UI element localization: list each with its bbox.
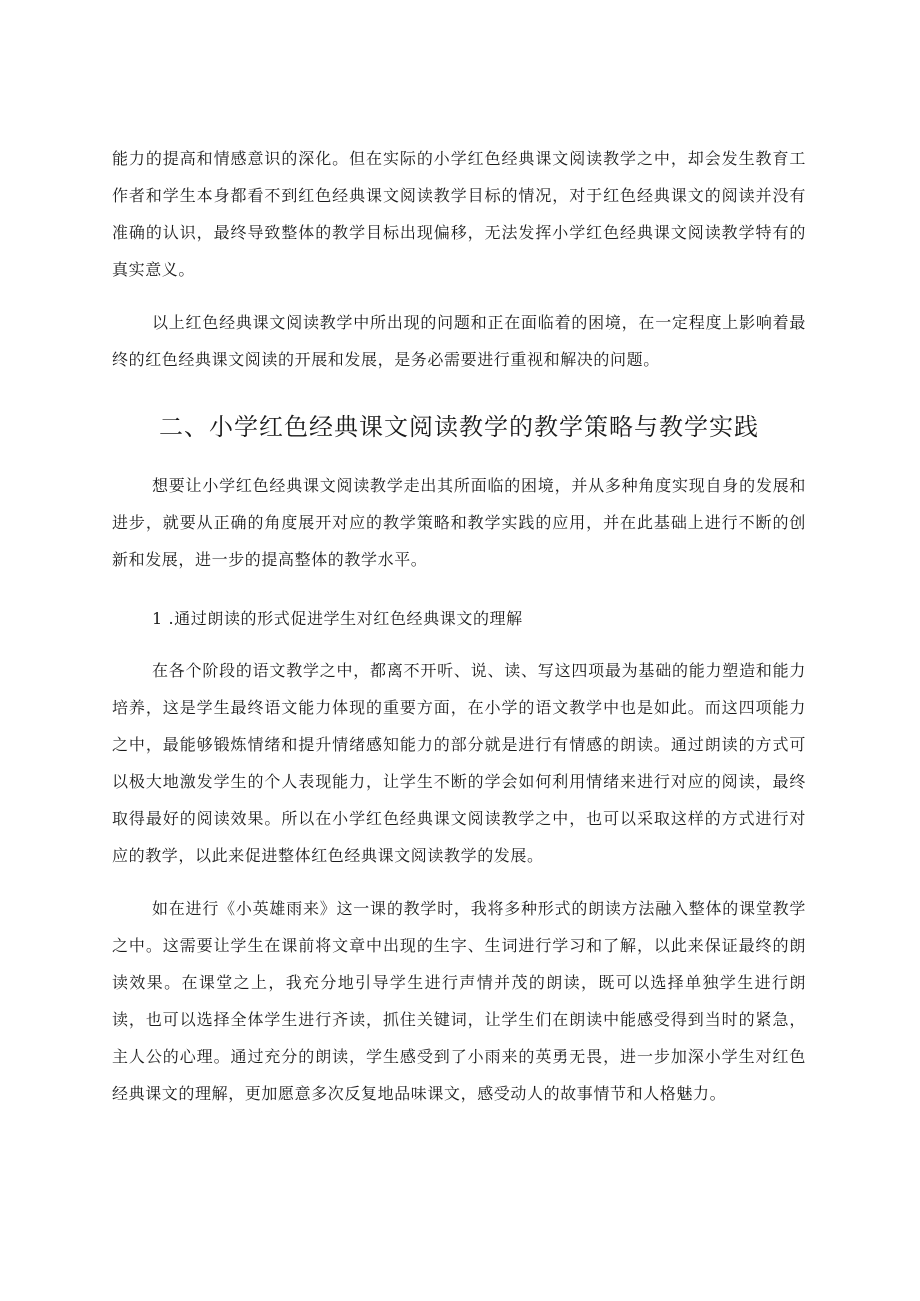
paragraph-example-lesson: 如在进行《小英雄雨来》这一课的教学时，我将多种形式的朗读方法融入整体的课堂教学之中。这需要让学生在课前将文章中出现的生字、生词进行学习和了解，以此来保证最终的朗读效果。在课堂之上，我充分地引导学生进行声情并茂的朗读，既可以选择单独学生进行朗读，也可以选择全体学生进行齐读，抓住关键词，让学生们在朗读中能感受得到当时的紧急，主人公的心理。通过充分的朗读，学生感受到了小雨来的英勇无畏，进一步加深小学生对红色经典课文的理解，更加愿意多次反复地品味课文，感受动人的故事情节和人格魅力。 (112, 899, 806, 1103)
section-heading: 二、小学红色经典课文阅读教学的教学策略与教学实践 (159, 413, 759, 441)
paragraph-section-intro: 想要让小学红色经典课文阅读教学走出其所面临的困境，并从多种角度实现自身的发展和进步，就要从正确的角度展开对应的教学策略和教学实践的应用，并在此基础上进行不断的创新和发展，进一步的提高整体的教学水平。 (112, 476, 806, 569)
subsection-heading: 1 .通过朗读的形式促进学生对红色经典课文的理解 (152, 609, 523, 628)
paragraph-reading-skills: 在各个阶段的语文教学之中，都离不开听、说、读、写这四项最为基础的能力塑造和能力培养，这是学生最终语文能力体现的重要方面，在小学的语文教学中也是如此。而这四项能力之中，最能够锻炼情绪和提升情绪感知能力的部分就是进行有情感的朗读。通过朗读的方式可以极大地激发学生的个人表现能力，让学生不断的学会如何利用情绪来进行对应的阅读，最终取得最好的阅读效果。所以在小学红色经典课文阅读教学之中，也可以采取这样的方式进行对应的教学，以此来促进整体红色经典课文阅读教学的发展。 (112, 661, 806, 865)
paragraph-summary: 以上红色经典课文阅读教学中所出现的问题和正在面临着的困境，在一定程度上影响着最终的红色经典课文阅读的开展和发展，是务必需要进行重视和解决的问题。 (112, 313, 806, 369)
paragraph-continued: 能力的提高和情感意识的深化。但在实际的小学红色经典课文阅读教学之中，却会发生教育工作者和学生本身都看不到红色经典课文阅读教学目标的情况，对于红色经典课文的阅读并没有准确的认识，最终导致整体的教学目标出现偏移，无法发挥小学红色经典课文阅读教学特有的真实意义。 (112, 149, 806, 279)
